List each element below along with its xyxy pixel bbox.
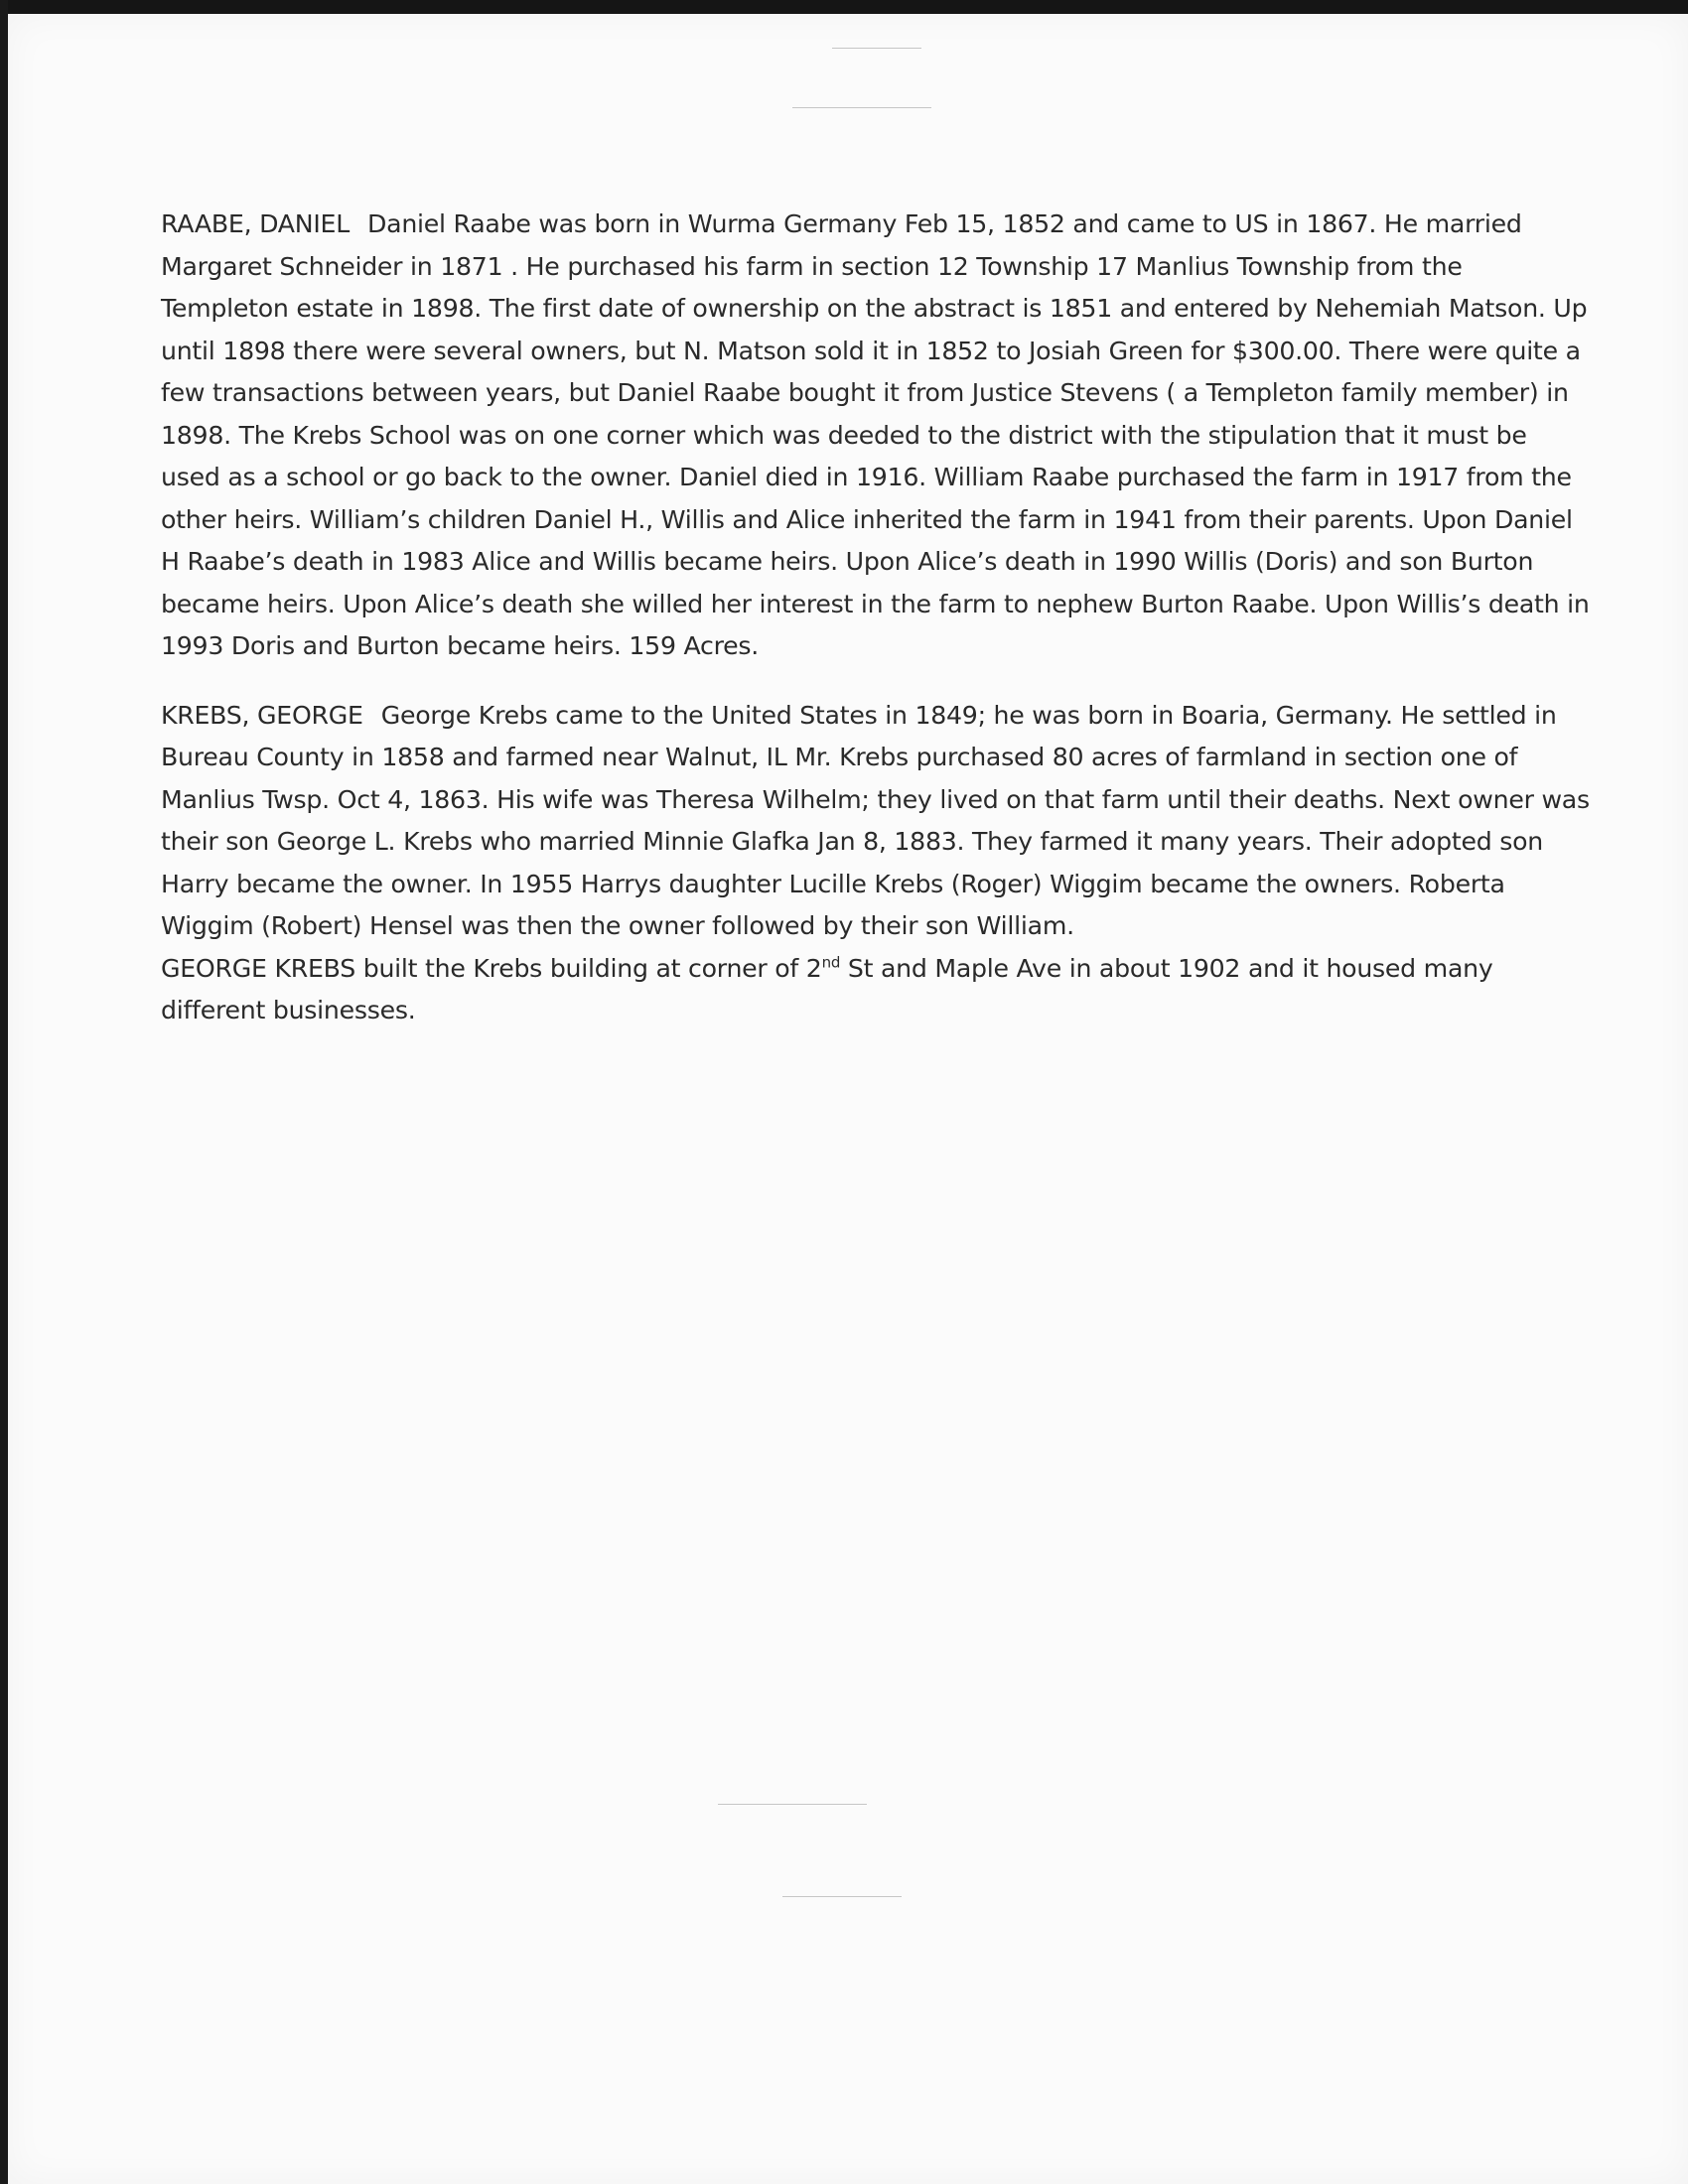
document-content (161, 204, 1591, 1032)
note-text-before: GEORGE KREBS built the Krebs building at corner of 2 (161, 953, 822, 983)
entry-heading: RAABE, DANIEL (161, 209, 350, 238)
entry-heading: KREBS, GEORGE (161, 700, 363, 730)
ordinal-superscript: nd (821, 953, 841, 972)
entry-body: George Krebs came to the United States in 1849; he was born in Boaria, Germany. He settled in Bureau County in 1858 and farmed near Walnut, IL Mr. Krebs purchased 80 acres of farmland in section one of Manlius Twsp. Oct 4, 1863. His wife was Theresa Wilhelm; they lived on that farm until their deaths. Next owner was their son George L. Krebs who married Minnie Glafka Jan 8, 1883. They farmed it many years. Their adopted son Harry became the owner. In 1955 Harrys daughter Lucille Krebs (Roger) Wiggim became the owners. Roberta Wiggim (Robert) Hensel was then the owner followed by their son William. (161, 700, 1590, 940)
entry-krebs-george (161, 695, 1591, 948)
entry-raabe-daniel (161, 204, 1591, 668)
scan-left-border (0, 0, 8, 2184)
scan-top-border (0, 0, 1688, 14)
note-text-after: St and Maple Ave in about 1902 and it housed many different businesses. (161, 953, 1493, 1024)
scan-smudge (832, 48, 921, 49)
scan-smudge (782, 1896, 902, 1897)
scan-smudge (792, 107, 931, 108)
scan-smudge (718, 1804, 867, 1805)
entry-body: Daniel Raabe was born in Wurma Germany Feb 15, 1852 and came to US in 1867. He married Margaret Schneider in 1871 . He purchased his farm in section 12 Township 17 Manlius Township from the Templeton estate in 1898. The first date of ownership on the abstract is 1851 and entered by Nehemiah Matson. Up until 1898 there were several owners, but N. Matson sold it in 1852 to Josiah Green for $300.00. There were quite a few transactions between years, but Daniel Raabe bought it from Justice Stevens ( a Templeton family member) in 1898. The Krebs School was on one corner which was deeded to the district with the stipulation that it must be used as a school or go back to the owner. Daniel died in 1916. William Raabe purchased the farm in 1917 from the other heirs. William’s children Daniel H., Willis and Alice inherited the farm in 1941 from their parents. Upon Daniel H Raabe’s death in 1983 Alice and Willis became heirs. Upon Alice’s death in 1990 Willis (Doris) and son Burton became heirs. Upon Alice’s death she willed her interest in the farm to nephew Burton Raabe. Upon Willis’s death in 1993 Doris and Burton became heirs. 159 Acres. (161, 209, 1590, 660)
entry-krebs-building-note (161, 948, 1591, 1032)
